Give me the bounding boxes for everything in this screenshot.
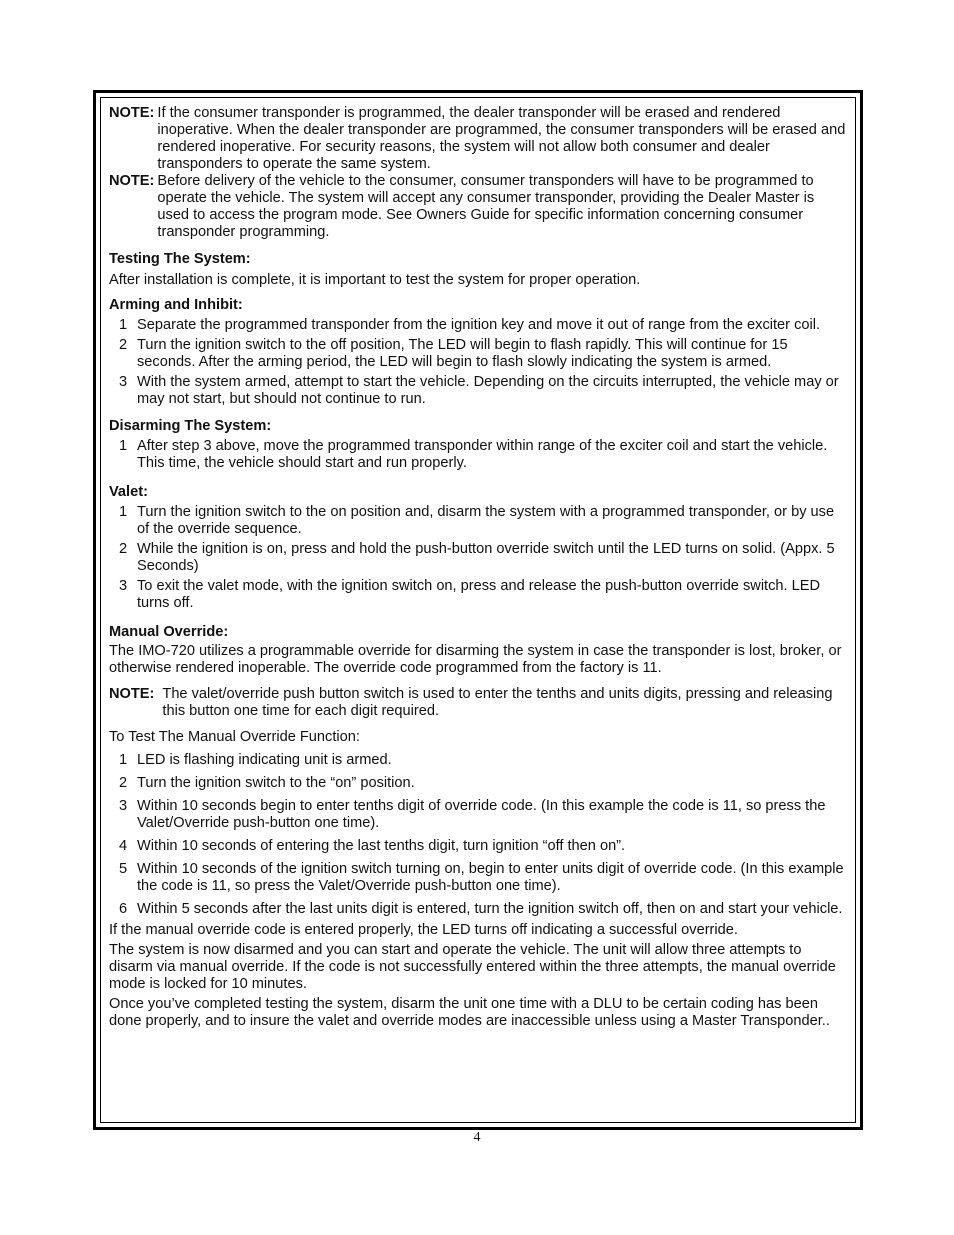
list-item-text: While the ignition is on, press and hold the push-button override switch until the LED turns on solid. (Appx. 5 Seconds) — [137, 541, 835, 574]
list-item-text: After step 3 above, move the programmed transponder within range of the exciter coil and start the vehicle. This time, the vehicle should start and run properly. — [137, 438, 828, 471]
testing-paragraph: After installation is complete, it is important to test the system for proper operation. — [109, 272, 641, 288]
list-item-number: 3 — [119, 798, 128, 814]
list-item-number: 1 — [119, 317, 128, 333]
list-item-number: 1 — [119, 752, 128, 768]
list-item-number: 3 — [119, 374, 128, 390]
note-text: If the consumer transponder is programmed, the dealer transponder will be erased and rendered inoperative. When the dealer transponder are programmed, the consumer transponders will be erased and rendered inoperative. For security reasons, the system will not allow both consumer and dealer transponders to operate the same system. — [157, 105, 846, 172]
note-text: The valet/override push button switch is used to enter the tenths and units digits, pressing and releasing this button one time for each digit required. — [162, 686, 833, 719]
list-item-text: To exit the valet mode, with the ignition switch on, press and release the push-button override switch. LED turns off. — [137, 578, 821, 611]
list-item-text: Turn the ignition switch to the off position, The LED will begin to flash rapidly. This will continue for 15 seconds. After the arming period, the LED will begin to flash slowly indicating the system is armed. — [137, 337, 788, 370]
note-block — [109, 686, 849, 720]
list-item — [109, 861, 849, 895]
list-item-number: 2 — [119, 775, 128, 791]
manual-override-paragraph: The IMO-720 utilizes a programmable override for disarming the system in case the transponder is lost, broker, or otherwise rendered inoperable. The override code programmed from the factory is 11. — [109, 643, 842, 676]
list-item — [109, 317, 849, 334]
list-item — [109, 374, 849, 408]
note-label: NOTE: — [109, 686, 155, 702]
list-item — [109, 337, 849, 371]
list-item-number: 4 — [119, 838, 128, 854]
list-item-text: Within 10 seconds of the ignition switch turning on, begin to enter units digit of override code. (In this example the code is 11, so press the Valet/Override push-button one time). — [137, 861, 844, 894]
list-item-text: Separate the programmed transponder from the ignition key and move it out of range from the exciter coil. — [137, 317, 821, 333]
list-item — [109, 438, 849, 472]
section-heading-manual-override: Manual Override: — [109, 624, 229, 640]
list-item-text: Within 5 seconds after the last units digit is entered, turn the ignition switch off, then on and start your vehicle. — [137, 901, 843, 917]
list-item-number: 1 — [119, 504, 128, 520]
note-block — [109, 105, 849, 173]
list-item-number: 1 — [119, 438, 128, 454]
list-item-number: 3 — [119, 578, 128, 594]
section-heading-valet: Valet: — [109, 484, 148, 500]
list-item-text: Turn the ignition switch to the on position and, disarm the system with a programmed transponder, or by use of the override sequence. — [137, 504, 835, 537]
list-item-text: LED is flashing indicating unit is armed. — [137, 752, 392, 768]
list-item-text: With the system armed, attempt to start the vehicle. Depending on the circuits interrupted, the vehicle may or may not start, but should not continue to run. — [137, 374, 839, 407]
list-item — [109, 901, 849, 918]
note-text: Before delivery of the vehicle to the consumer, consumer transponders will have to be programmed to operate the vehicle. The system will accept any consumer transponder, providing the Dealer Master is used to access the program mode. See Owners Guide for specific information concerning consumer transponder programming. — [157, 173, 815, 240]
closing-paragraph: Once you’ve completed testing the system, disarm the unit one time with a DLU to be certain coding has been done properly, and to insure the valet and override modes are inaccessible unless using a Master Transponder.. — [109, 996, 830, 1029]
list-item — [109, 752, 849, 769]
list-item — [109, 798, 849, 832]
test-intro: To Test The Manual Override Function: — [109, 729, 360, 745]
document-body — [109, 105, 849, 1030]
list-item-number: 6 — [119, 901, 128, 917]
page-border — [93, 90, 863, 1130]
list-item — [109, 541, 849, 575]
note-label: NOTE: — [109, 173, 155, 189]
section-heading-disarming: Disarming The System: — [109, 418, 272, 434]
list-item-number: 2 — [119, 337, 128, 353]
closing-paragraph: The system is now disarmed and you can start and operate the vehicle. The unit will allow three attempts to disarm via manual override. If the code is not successfully entered within the three attempts, the manual override mode is locked for 10 minutes. — [109, 942, 836, 992]
section-heading-testing: Testing The System: — [109, 251, 251, 267]
list-item-text: Within 10 seconds of entering the last tenths digit, turn ignition “off then on”. — [137, 838, 626, 854]
list-item — [109, 838, 849, 855]
list-item — [109, 504, 849, 538]
list-item-text: Within 10 seconds begin to enter tenths digit of override code. (In this example the code is 11, so press the Valet/Override push-button one time). — [137, 798, 826, 831]
list-item — [109, 775, 849, 792]
list-item-number: 2 — [119, 541, 128, 557]
page-border-inner — [100, 97, 856, 1123]
list-item-number: 5 — [119, 861, 128, 877]
note-label: NOTE: — [109, 105, 155, 121]
note-block — [109, 173, 849, 241]
list-item-text: Turn the ignition switch to the “on” position. — [137, 775, 415, 791]
page-number: 4 — [473, 1130, 481, 1145]
list-item — [109, 578, 849, 612]
section-heading-arming: Arming and Inhibit: — [109, 297, 243, 313]
closing-paragraph: If the manual override code is entered properly, the LED turns off indicating a successful override. — [109, 922, 738, 938]
